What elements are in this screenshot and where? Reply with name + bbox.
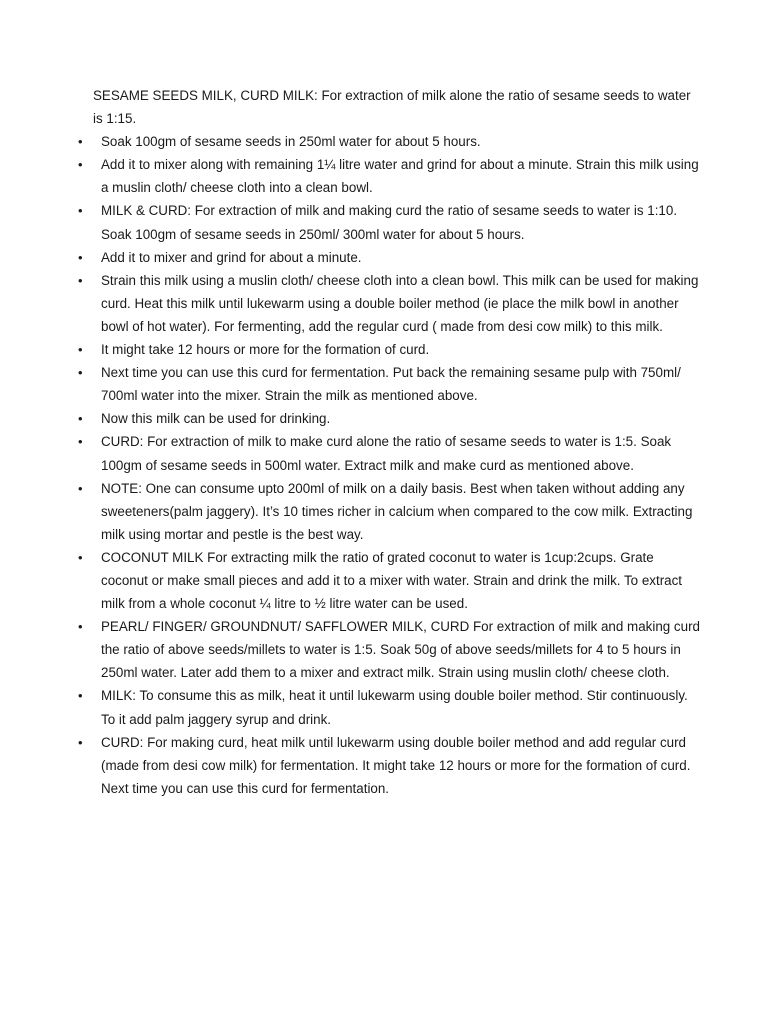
list-item xyxy=(78,269,703,338)
bullet-icon: • xyxy=(78,203,83,219)
list-item xyxy=(78,430,703,476)
instruction-list xyxy=(78,130,703,800)
list-item-text: Add it to mixer and grind for about a minute. xyxy=(101,249,362,265)
list-item xyxy=(78,338,703,361)
list-item-text: MILK & CURD: For extraction of milk and making curd the ratio of sesame seeds to water is 1:10. Soak 100gm of sesame seeds in 250ml/ 300ml water for about 5 hours. xyxy=(101,203,678,242)
bullet-icon: • xyxy=(78,619,83,635)
list-item xyxy=(78,153,703,199)
list-item xyxy=(78,477,703,546)
list-item-text: COCONUT MILK For extracting milk the ratio of grated coconut to water is 1cup:2cups. Grate coconut or make small pieces and add it to a mixer with water. Strain and drink the milk. To extract milk from a whole coconut ¼ litre to ½ litre water can be used. xyxy=(101,549,683,612)
list-item-text: PEARL/ FINGER/ GROUNDNUT/ SAFFLOWER MILK, CURD For extraction of milk and making curd the ratio of above seeds/millets to water is 1:5. Soak 50g of above seeds/millets for 4 to 5 hours in 250ml water. Later add them to a mixer and extract milk. Strain using muslin cloth/ cheese cloth. xyxy=(101,619,700,681)
bullet-icon: • xyxy=(78,480,83,496)
list-item-text: It might take 12 hours or more for the formation of curd. xyxy=(101,342,430,358)
list-item xyxy=(78,684,703,730)
list-item-text: NOTE: One can consume upto 200ml of milk on a daily basis. Best when taken without adding any sweeteners(palm jaggery). It’s 10 times richer in calcium when compared to the cow milk. Extracting milk using mortar and pestle is the best way. xyxy=(101,480,693,542)
bullet-icon: • xyxy=(78,549,83,565)
list-item xyxy=(78,615,703,684)
bullet-icon: • xyxy=(78,734,83,750)
list-item-text: Add it to mixer along with remaining 1¼ litre water and grind for about a minute. Strain this milk using a muslin cloth/ cheese cloth into a clean bowl. xyxy=(101,157,699,196)
list-item xyxy=(78,246,703,269)
bullet-icon: • xyxy=(78,434,83,450)
bullet-icon: • xyxy=(78,365,83,381)
bullet-icon: • xyxy=(78,249,83,265)
list-item-text: Next time you can use this curd for fermentation. Put back the remaining sesame pulp with 750ml/ 700ml water into the mixer. Strain the milk as mentioned above. xyxy=(101,365,681,404)
list-item-text: Now this milk can be used for drinking. xyxy=(101,411,331,427)
bullet-icon: • xyxy=(78,157,83,173)
bullet-icon: • xyxy=(78,134,83,150)
list-item xyxy=(78,199,703,245)
bullet-icon: • xyxy=(78,272,83,288)
bullet-icon: • xyxy=(78,411,83,427)
bullet-icon: • xyxy=(78,688,83,704)
list-item-text: MILK: To consume this as milk, heat it until lukewarm using double boiler method. Stir continuously. To it add palm jaggery syrup and drink. xyxy=(101,688,688,727)
list-item xyxy=(78,361,703,407)
list-item-text: Soak 100gm of sesame seeds in 250ml water for about 5 hours. xyxy=(101,134,481,150)
list-item xyxy=(78,546,703,615)
list-item-text: CURD: For making curd, heat milk until lukewarm using double boiler method and add regular curd (made from desi cow milk) for fermentation. It might take 12 hours or more for the formation of curd. Next time you can use this curd for fermentation. xyxy=(101,734,691,796)
list-item xyxy=(78,130,703,153)
list-item-text: Strain this milk using a muslin cloth/ cheese cloth into a clean bowl. This milk can be used for making curd. Heat this milk until lukewarm using a double boiler method (ie place the milk bowl in another bowl of hot water). For fermenting, add the regular curd ( made from desi cow milk) to this milk. xyxy=(101,272,699,334)
list-item-text: CURD: For extraction of milk to make curd alone the ratio of sesame seeds to water is 1:5. Soak 100gm of sesame seeds in 500ml water. Extract milk and make curd as mentioned above. xyxy=(101,434,672,473)
document-body xyxy=(78,84,703,800)
bullet-icon: • xyxy=(78,342,83,358)
list-item xyxy=(78,731,703,800)
intro-paragraph: SESAME SEEDS MILK, CURD MILK: For extraction of milk alone the ratio of sesame seeds to water is 1:15. xyxy=(93,88,691,127)
list-item xyxy=(78,407,703,430)
